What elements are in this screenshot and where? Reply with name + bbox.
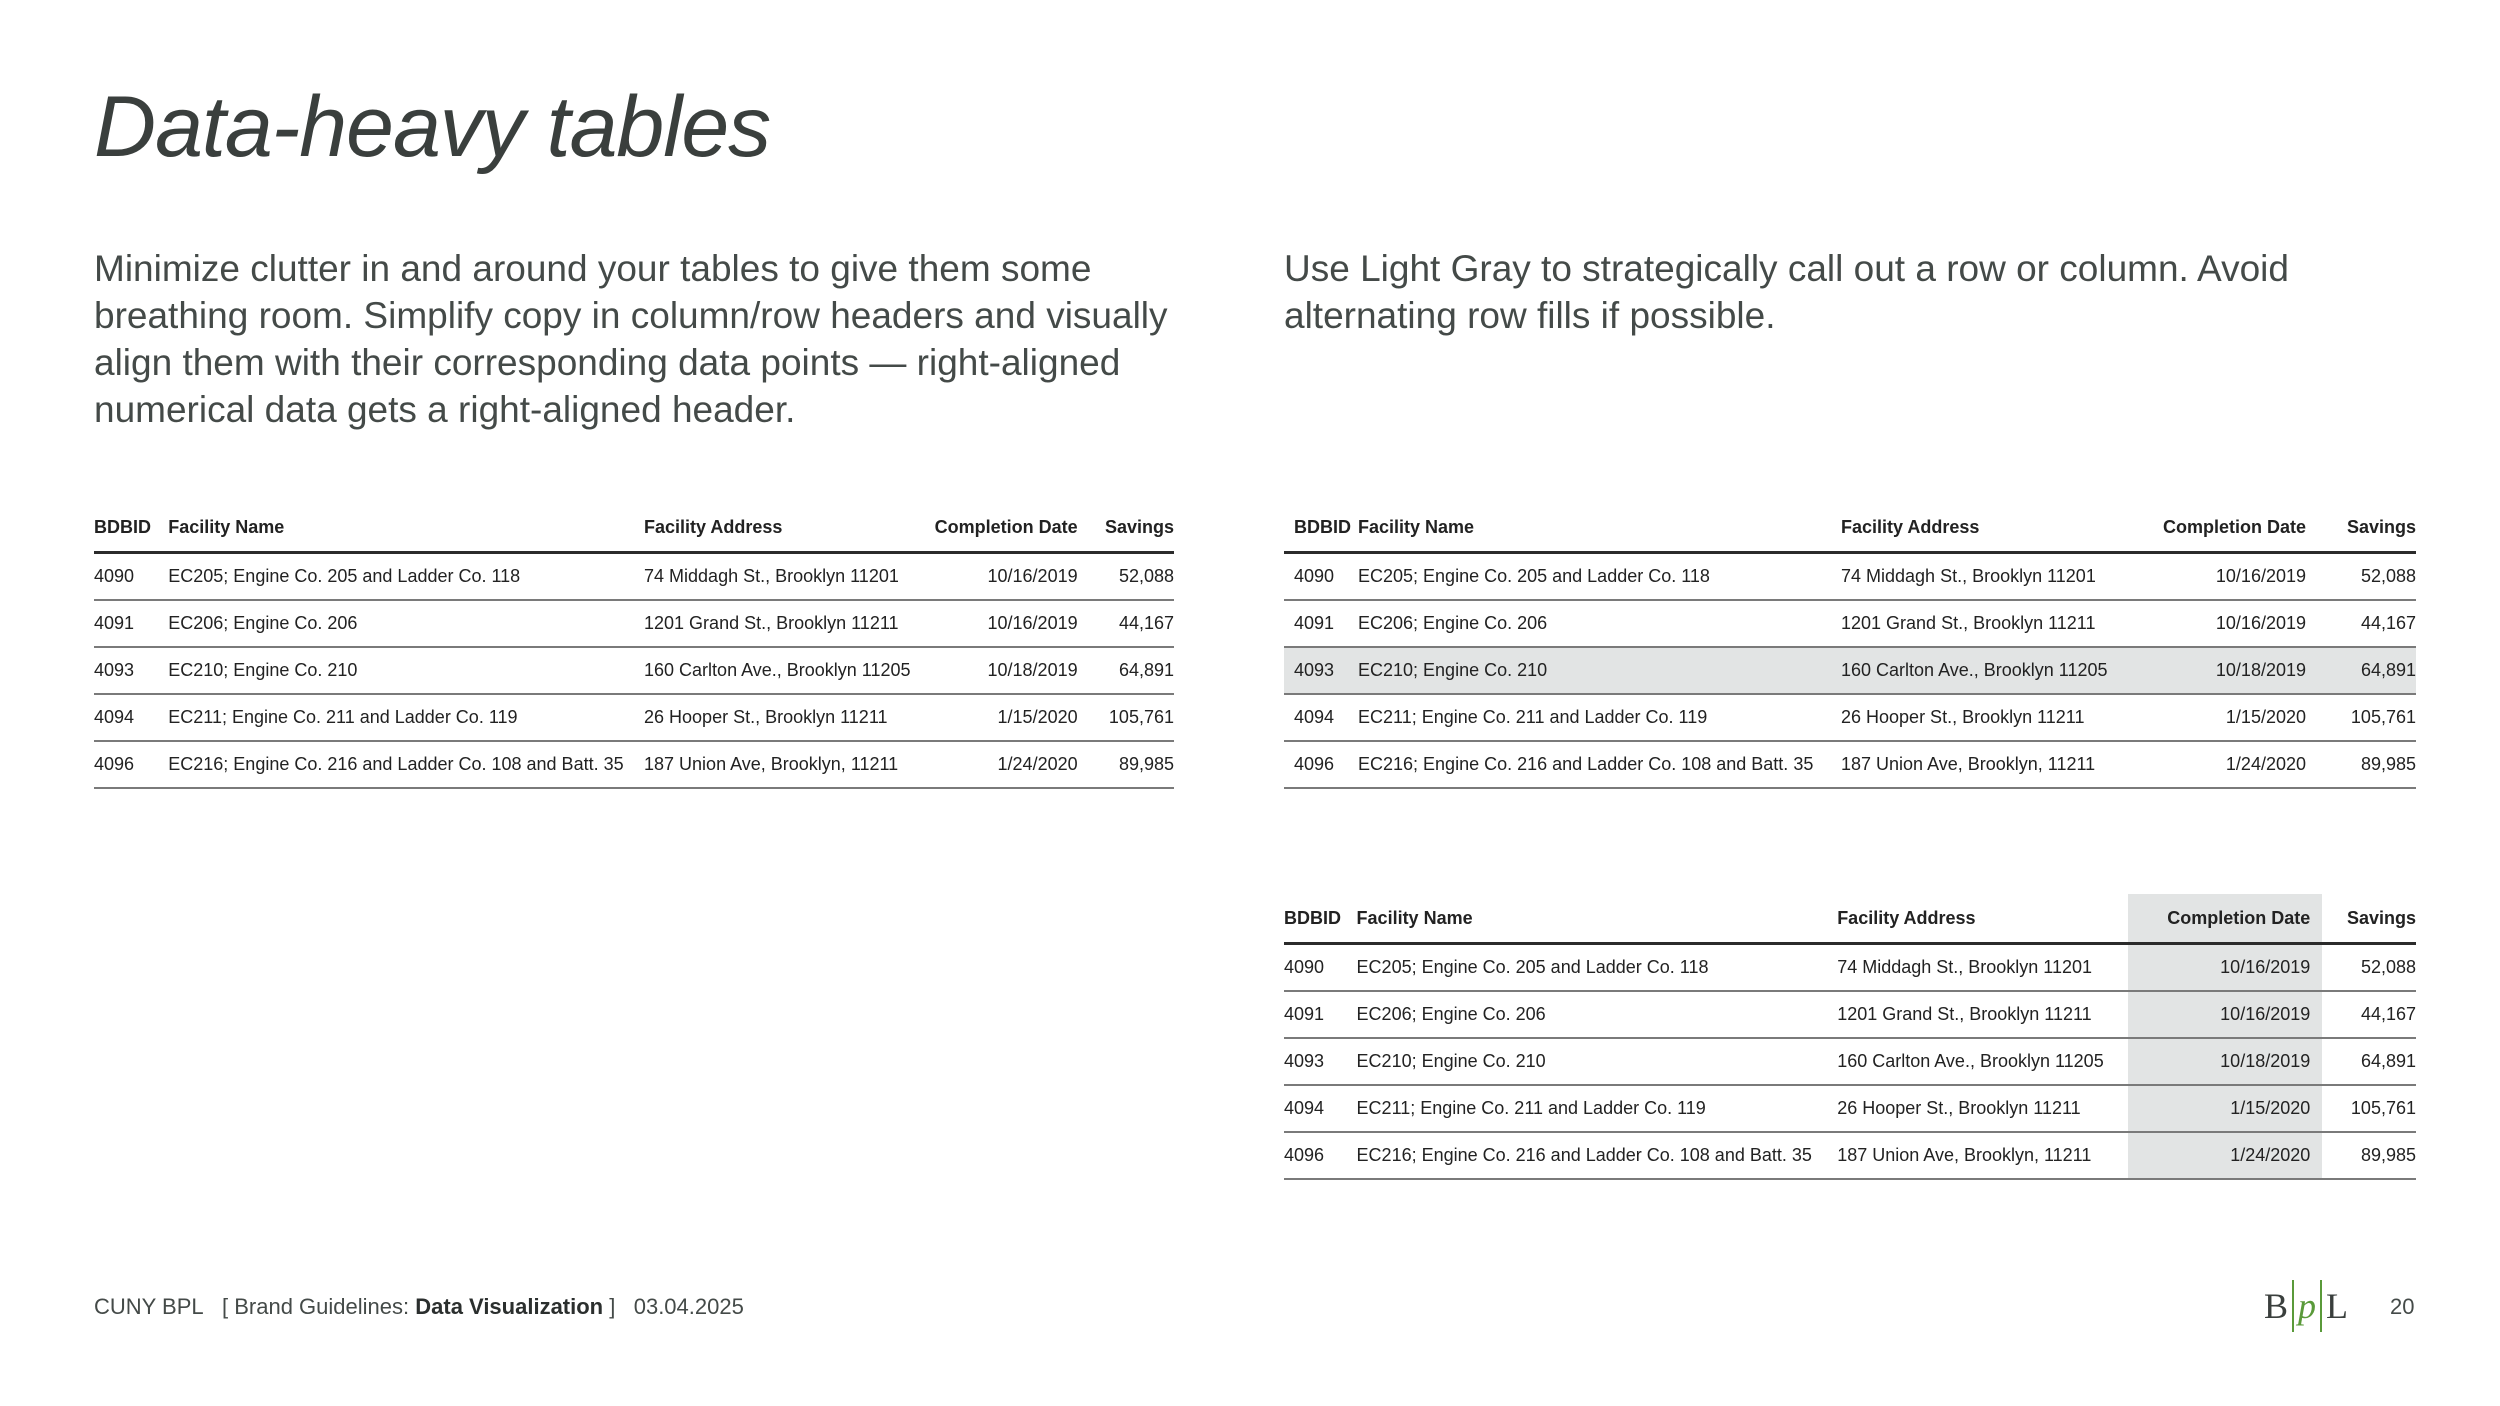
cell-facility-address: 74 Middagh St., Brooklyn 11201 <box>1837 944 2128 992</box>
cell-facility-name: EC216; Engine Co. 216 and Ladder Co. 108 and Batt. 35 <box>168 741 644 788</box>
cell-facility-name: EC211; Engine Co. 211 and Ladder Co. 119 <box>1358 694 1841 741</box>
footer-guide-title: Data Visualization <box>415 1294 604 1319</box>
header-bdbid: BDBID <box>94 503 168 553</box>
cell-bdbid: 4096 <box>94 741 168 788</box>
cell-savings: 89,985 <box>1078 741 1174 788</box>
cell-facility-address: 1201 Grand St., Brooklyn 11211 <box>1841 600 2141 647</box>
cell-facility-address: 187 Union Ave, Brooklyn, 11211 <box>644 741 925 788</box>
table-column-highlight <box>1284 894 2416 1180</box>
cell-savings: 52,088 <box>1078 553 1174 601</box>
cell-completion-date: 10/18/2019 <box>925 647 1078 694</box>
cell-facility-address: 160 Carlton Ave., Brooklyn 11205 <box>1837 1038 2128 1085</box>
cell-bdbid: 4090 <box>94 553 168 601</box>
cell-savings: 89,985 <box>2322 1132 2416 1179</box>
cell-savings: 44,167 <box>2306 600 2416 647</box>
cell-bdbid: 4093 <box>94 647 168 694</box>
cell-completion-date: 10/16/2019 <box>2128 944 2322 992</box>
cell-facility-address: 1201 Grand St., Brooklyn 11211 <box>644 600 925 647</box>
table-row <box>1284 1038 2416 1085</box>
cell-completion-date: 1/24/2020 <box>2128 1132 2322 1179</box>
cell-savings: 105,761 <box>2322 1085 2416 1132</box>
header-savings: Savings <box>2322 894 2416 944</box>
header-facility-address: Facility Address <box>1841 503 2141 553</box>
cell-bdbid: 4094 <box>1284 694 1358 741</box>
cell-completion-date: 1/15/2020 <box>925 694 1078 741</box>
cell-completion-date: 10/16/2019 <box>2141 600 2306 647</box>
footer-bracket-open: [ <box>221 1294 229 1319</box>
cell-bdbid: 4091 <box>94 600 168 647</box>
cell-facility-name: EC210; Engine Co. 210 <box>1358 647 1841 694</box>
cell-facility-name: EC211; Engine Co. 211 and Ladder Co. 119 <box>168 694 644 741</box>
cell-facility-address: 187 Union Ave, Brooklyn, 11211 <box>1841 741 2141 788</box>
cell-bdbid: 4093 <box>1284 1038 1357 1085</box>
header-facility-address: Facility Address <box>644 503 925 553</box>
cell-facility-address: 160 Carlton Ave., Brooklyn 11205 <box>644 647 925 694</box>
table-row <box>94 694 1174 741</box>
cell-facility-name: EC210; Engine Co. 210 <box>168 647 644 694</box>
cell-facility-address: 26 Hooper St., Brooklyn 11211 <box>1841 694 2141 741</box>
cell-facility-address: 26 Hooper St., Brooklyn 11211 <box>644 694 925 741</box>
cell-facility-address: 160 Carlton Ave., Brooklyn 11205 <box>1841 647 2141 694</box>
bpl-logo <box>2262 1276 2350 1336</box>
table-plain <box>94 503 1174 789</box>
cell-facility-name: EC210; Engine Co. 210 <box>1357 1038 1838 1085</box>
intro-text-left: Minimize clutter in and around your tables to give them some breathing room. Simplify copy in column/row headers and visually align them with their corresponding data points — right-aligned numerical data gets a right-aligned header. <box>94 248 1168 430</box>
header-completion-date: Completion Date <box>2141 503 2306 553</box>
table-row <box>1284 1132 2416 1179</box>
cell-completion-date: 10/16/2019 <box>925 600 1078 647</box>
cell-completion-date: 10/16/2019 <box>925 553 1078 601</box>
page-title: Data-heavy tables <box>94 79 771 175</box>
table-row <box>1284 991 2416 1038</box>
footer-guide-prefix: Brand Guidelines: <box>234 1294 410 1319</box>
cell-savings: 89,985 <box>2306 741 2416 788</box>
cell-facility-name: EC205; Engine Co. 205 and Ladder Co. 118 <box>1358 553 1841 601</box>
cell-completion-date: 10/16/2019 <box>2128 991 2322 1038</box>
header-facility-name: Facility Name <box>1358 503 1841 553</box>
cell-bdbid: 4091 <box>1284 600 1358 647</box>
cell-savings: 64,891 <box>2306 647 2416 694</box>
cell-facility-name: EC205; Engine Co. 205 and Ladder Co. 118 <box>1357 944 1838 992</box>
page-number: 20 <box>2390 1294 2415 1319</box>
intro-text-right: Use Light Gray to strategically call out a row or column. Avoid alternating row fills if possible. <box>1284 248 2289 336</box>
header-completion-date-highlighted: Completion Date <box>2128 894 2322 944</box>
header-completion-date: Completion Date <box>925 503 1078 553</box>
footer-date: 03.04.2025 <box>633 1294 744 1319</box>
cell-facility-address: 187 Union Ave, Brooklyn, 11211 <box>1837 1132 2128 1179</box>
logo-letter-p: p <box>2292 1280 2322 1332</box>
cell-facility-address: 74 Middagh St., Brooklyn 11201 <box>644 553 925 601</box>
header-savings: Savings <box>2306 503 2416 553</box>
cell-facility-name: EC216; Engine Co. 216 and Ladder Co. 108 and Batt. 35 <box>1358 741 1841 788</box>
cell-bdbid: 4096 <box>1284 741 1358 788</box>
cell-completion-date: 1/24/2020 <box>2141 741 2306 788</box>
table-row <box>1284 694 2416 741</box>
footer-org: CUNY BPL <box>94 1294 204 1319</box>
cell-savings: 105,761 <box>1078 694 1174 741</box>
cell-savings: 64,891 <box>2322 1038 2416 1085</box>
cell-completion-date: 10/16/2019 <box>2141 553 2306 601</box>
cell-facility-name: EC206; Engine Co. 206 <box>1358 600 1841 647</box>
table-row <box>1284 944 2416 992</box>
logo-letter-b: B <box>2263 1286 2288 1326</box>
table-row <box>94 741 1174 788</box>
cell-facility-name: EC216; Engine Co. 216 and Ladder Co. 108 and Batt. 35 <box>1357 1132 1838 1179</box>
highlighted-table-row <box>1284 647 2416 694</box>
cell-bdbid: 4094 <box>1284 1085 1357 1132</box>
cell-completion-date: 10/18/2019 <box>2128 1038 2322 1085</box>
table-row-highlight <box>1284 503 2416 789</box>
footer <box>94 1294 744 1320</box>
cell-completion-date: 1/15/2020 <box>2128 1085 2322 1132</box>
table-row <box>94 600 1174 647</box>
table-row <box>94 553 1174 601</box>
cell-savings: 105,761 <box>2306 694 2416 741</box>
table-row <box>94 647 1174 694</box>
cell-completion-date: 1/15/2020 <box>2141 694 2306 741</box>
cell-facility-name: EC206; Engine Co. 206 <box>168 600 644 647</box>
table-row <box>1284 1085 2416 1132</box>
cell-facility-name: EC205; Engine Co. 205 and Ladder Co. 118 <box>168 553 644 601</box>
cell-bdbid: 4091 <box>1284 991 1357 1038</box>
logo-letter-l: L <box>2326 1286 2348 1326</box>
cell-facility-address: 26 Hooper St., Brooklyn 11211 <box>1837 1085 2128 1132</box>
header-facility-name: Facility Name <box>1357 894 1838 944</box>
cell-bdbid: 4090 <box>1284 944 1357 992</box>
cell-bdbid: 4096 <box>1284 1132 1357 1179</box>
cell-savings: 64,891 <box>1078 647 1174 694</box>
cell-bdbid: 4093 <box>1284 647 1358 694</box>
cell-facility-address: 1201 Grand St., Brooklyn 11211 <box>1837 991 2128 1038</box>
header-facility-address: Facility Address <box>1837 894 2128 944</box>
table-row <box>1284 553 2416 601</box>
header-bdbid: BDBID <box>1284 503 1358 553</box>
table-row <box>1284 741 2416 788</box>
cell-completion-date: 10/18/2019 <box>2141 647 2306 694</box>
header-savings: Savings <box>1078 503 1174 553</box>
cell-savings: 52,088 <box>2322 944 2416 992</box>
header-facility-name: Facility Name <box>168 503 644 553</box>
cell-facility-name: EC206; Engine Co. 206 <box>1357 991 1838 1038</box>
cell-bdbid: 4094 <box>94 694 168 741</box>
header-bdbid: BDBID <box>1284 894 1357 944</box>
cell-facility-address: 74 Middagh St., Brooklyn 11201 <box>1841 553 2141 601</box>
cell-bdbid: 4090 <box>1284 553 1358 601</box>
cell-savings: 44,167 <box>1078 600 1174 647</box>
cell-completion-date: 1/24/2020 <box>925 741 1078 788</box>
footer-bracket-close: ] <box>609 1294 616 1319</box>
cell-savings: 52,088 <box>2306 553 2416 601</box>
cell-facility-name: EC211; Engine Co. 211 and Ladder Co. 119 <box>1357 1085 1838 1132</box>
table-row <box>1284 600 2416 647</box>
cell-savings: 44,167 <box>2322 991 2416 1038</box>
